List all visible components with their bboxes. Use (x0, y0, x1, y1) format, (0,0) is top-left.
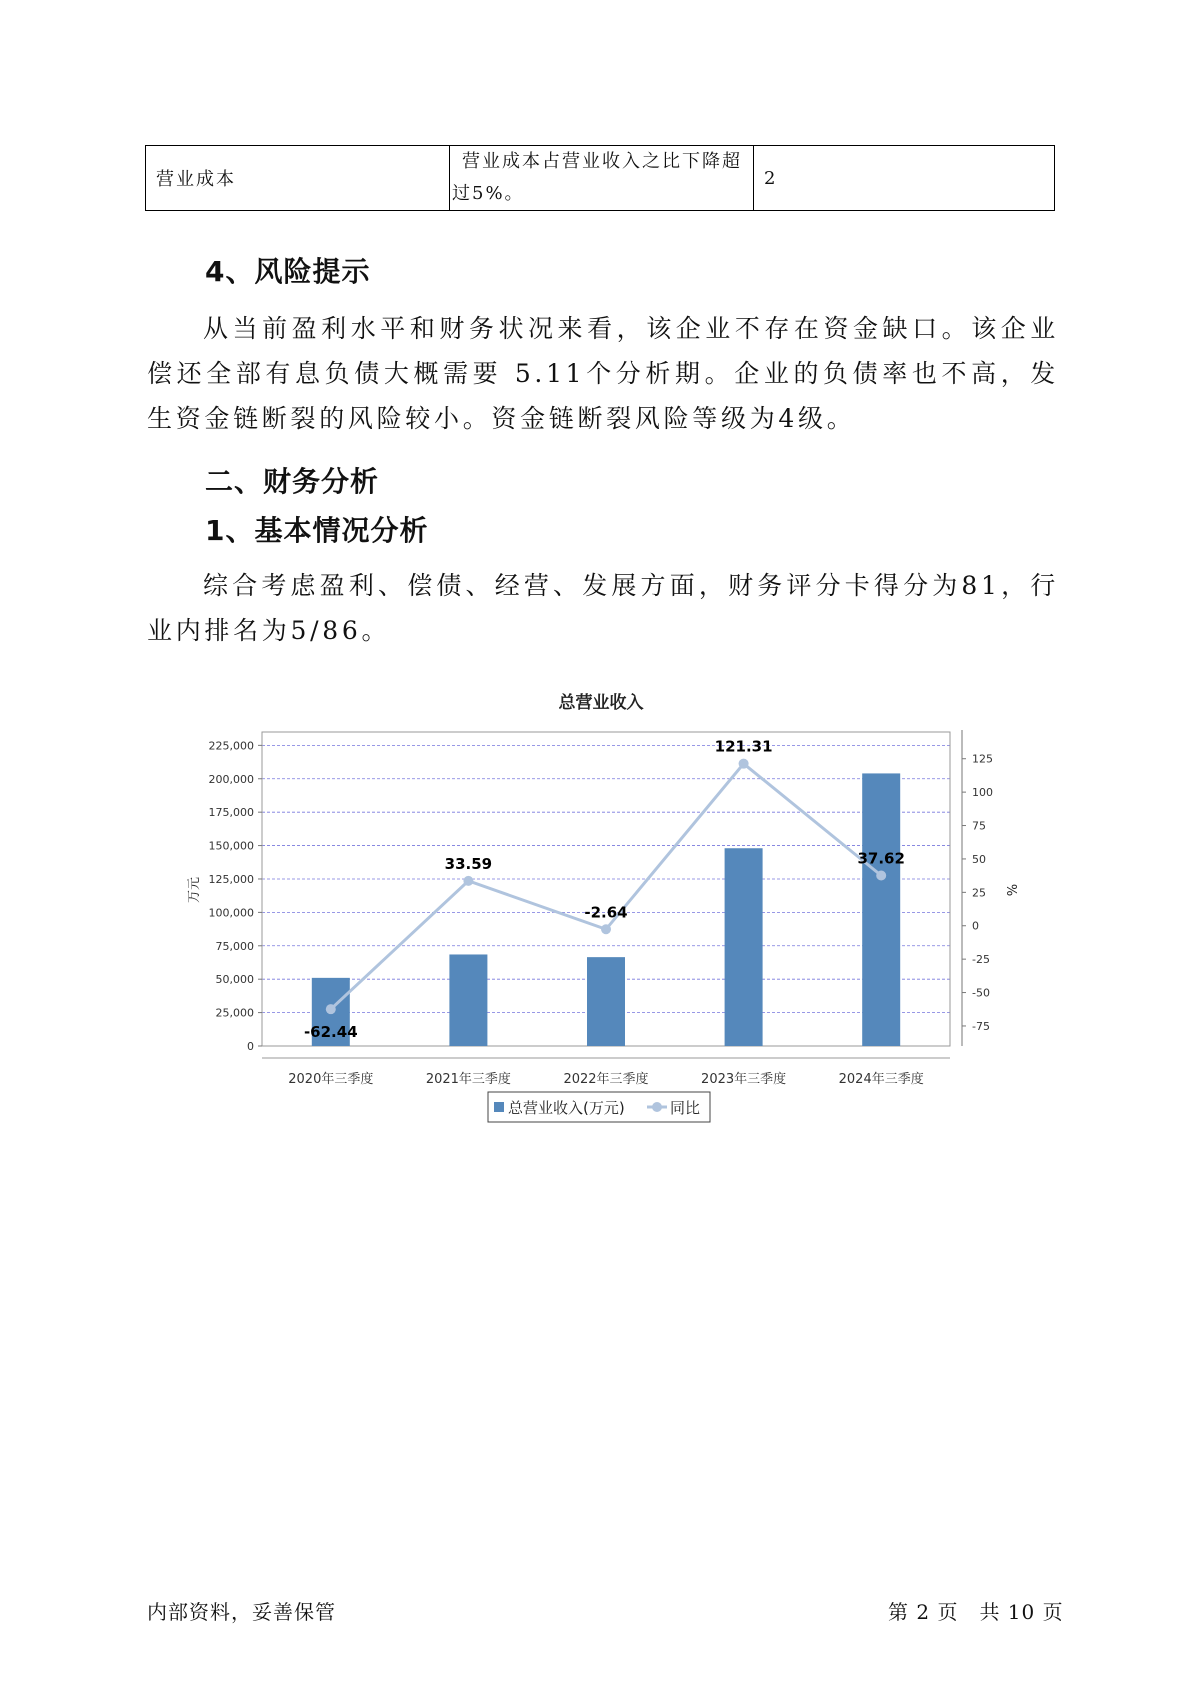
x-tick-label: 2023年三季度 (701, 1072, 787, 1087)
y2-tick-label: 25 (972, 886, 986, 900)
y-tick-label: 100,000 (208, 906, 254, 920)
footer-left: 内部资料，妥善保管 (147, 1600, 336, 1624)
data-label: 121.31 (714, 737, 773, 756)
y2-tick-label: -50 (972, 986, 990, 1000)
y2-axis-label: % (1003, 883, 1018, 897)
bar (862, 773, 900, 1046)
y2-tick-label: -25 (972, 953, 990, 967)
basic-heading: 1、基本情况分析 (205, 514, 429, 547)
finance-heading: 二、财务分析 (205, 465, 380, 498)
bar (587, 957, 625, 1046)
legend-label-bar: 总营业收入(万元) (508, 1099, 625, 1117)
risk-heading: 4、风险提示 (205, 255, 371, 288)
footer-page-number: 第 2 页 共 10 页 (888, 1600, 1064, 1624)
yoy-point (601, 924, 611, 934)
x-tick-label: 2024年三季度 (838, 1072, 924, 1087)
y-axis-label: 万元 (187, 876, 202, 904)
yoy-point (463, 876, 473, 886)
y-tick-label: 175,000 (208, 806, 254, 820)
y2-tick-label: -75 (972, 1019, 990, 1033)
y-tick-label: 75,000 (215, 939, 254, 953)
y2-tick-label: 0 (972, 919, 979, 933)
y-tick-label: 0 (247, 1040, 254, 1053)
condition-line-2: 过5%。 (452, 183, 525, 204)
legend-label-line: 同比 (670, 1099, 701, 1117)
yoy-point (739, 759, 749, 769)
data-label: 37.62 (857, 849, 905, 868)
y-tick-label: 25,000 (215, 1006, 254, 1020)
y2-tick-label: 100 (972, 786, 993, 800)
table-cell-score: 2 (754, 146, 1055, 211)
y2-tick-label: 75 (972, 819, 986, 833)
y-tick-label: 150,000 (208, 839, 254, 853)
y2-tick-label: 125 (972, 752, 993, 766)
revenue-chart (0, 680, 1191, 1140)
chart-title: 总营业收入 (558, 693, 644, 713)
bar (449, 954, 487, 1046)
condition-line-1: 营业成本占营业收入之比下降超 (462, 151, 742, 172)
y2-tick-label: 50 (972, 852, 986, 866)
y-tick-label: 50,000 (215, 973, 254, 987)
table-cell-condition (450, 146, 754, 211)
data-label: -62.44 (303, 1023, 358, 1042)
x-tick-label: 2020年三季度 (288, 1072, 374, 1087)
scoring-table (145, 145, 1055, 211)
risk-paragraph: 从当前盈利水平和财务状况来看，该企业不存在资金缺口。该企业偿还全部有息负债大概需要 5.11个分析期。企业的负债率也不高，发生资金链断裂的风险较小。资金链断裂风险等级为4级。 (147, 314, 1059, 433)
legend-swatch-bar (494, 1102, 504, 1112)
x-tick-label: 2022年三季度 (563, 1072, 649, 1087)
table-cell-item: 营业成本 (146, 146, 450, 211)
bar (725, 848, 763, 1046)
yoy-point (876, 870, 886, 880)
x-tick-label: 2021年三季度 (425, 1072, 511, 1087)
y-tick-label: 200,000 (208, 772, 254, 786)
data-label: -2.64 (584, 903, 628, 922)
legend-swatch-point (652, 1102, 662, 1112)
data-label: 33.59 (444, 854, 493, 873)
yoy-point (326, 1004, 336, 1014)
basic-paragraph: 综合考虑盈利、偿债、经营、发展方面，财务评分卡得分为81，行业内排名为5/86。 (147, 571, 1059, 645)
y-tick-label: 225,000 (208, 739, 254, 753)
table-row (146, 146, 1055, 211)
y-tick-label: 125,000 (208, 872, 254, 886)
